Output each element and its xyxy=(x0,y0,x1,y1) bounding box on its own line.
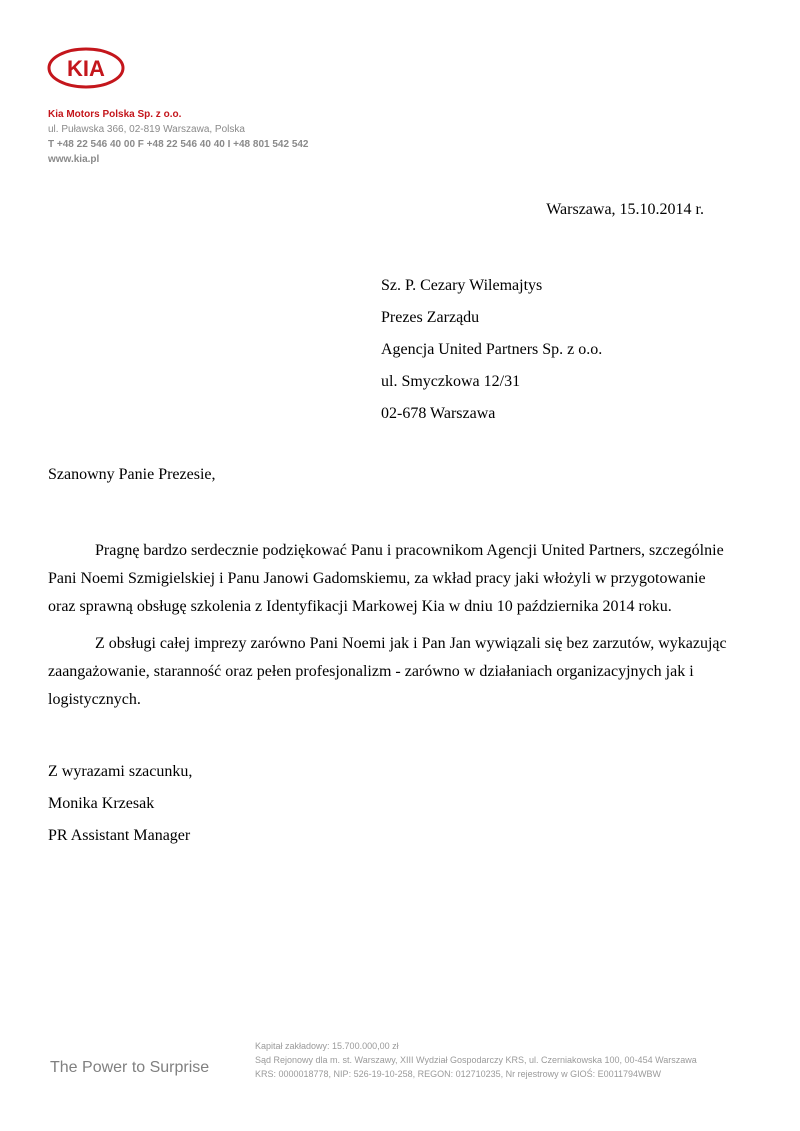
closing-block xyxy=(48,756,192,852)
footer-line: Kapitał zakładowy: 15.700.000,00 zł xyxy=(255,1041,399,1051)
paragraph-line: logistycznych. xyxy=(48,691,141,708)
company-info xyxy=(48,107,309,167)
recipient-address xyxy=(381,270,602,430)
signer-name: Monika Krzesak xyxy=(48,795,155,812)
paragraph-line: Pani Noemi Szmigielskiej i Panu Janowi Gadomskiemu, za wkład pracy jaki włożyli w przygotowanie xyxy=(48,570,706,587)
company-website: www.kia.pl xyxy=(48,154,100,165)
recipient-line: 02-678 Warszawa xyxy=(381,405,496,422)
footer-line: KRS: 0000018778, NIP: 526-19-10-258, REGON: 012710235, Nr rejestrowy w GIOŚ: E0011794WBW xyxy=(255,1069,662,1079)
paragraph-line: zaangażowanie, staranność oraz pełen profesjonalizm - zarówno w działaniach organizacyjnych jak i xyxy=(48,663,694,680)
salutation: Szanowny Panie Prezesie, xyxy=(48,466,216,483)
recipient-line: Agencja United Partners Sp. z o.o. xyxy=(381,341,603,358)
footer-line: Sąd Rejonowy dla m. st. Warszawy, XIII Wydział Gospodarczy KRS, ul. Czerniakowska 100, 00-454 Warszawa xyxy=(255,1055,697,1065)
paragraph xyxy=(48,630,738,714)
letter-body xyxy=(48,537,738,723)
place-date: Warszawa, 15.10.2014 r. xyxy=(546,201,704,218)
paragraph-line: oraz sprawną obsługę szkolenia z Identyfikacji Markowej Kia w dniu 10 października 2014 roku. xyxy=(48,598,672,615)
svg-text:KIA: KIA xyxy=(67,56,105,81)
company-address: ul. Puławska 366, 02-819 Warszawa, Polska xyxy=(48,124,245,135)
closing-phrase: Z wyrazami szacunku, xyxy=(48,763,193,780)
recipient-line: Prezes Zarządu xyxy=(381,309,480,326)
paragraph xyxy=(48,537,738,621)
paragraph-line: Pragnę bardzo serdecznie podziękować Panu i pracownikom Agencji United Partners, szczególnie xyxy=(95,542,724,559)
signer-title: PR Assistant Manager xyxy=(48,827,191,844)
company-name: Kia Motors Polska Sp. z o.o. xyxy=(48,109,182,120)
paragraph-line: Z obsługi całej imprezy zarówno Pani Noemi jak i Pan Jan wywiązali się bez zarzutów, wykazując xyxy=(95,635,727,652)
recipient-line: Sz. P. Cezary Wilemajtys xyxy=(381,277,543,294)
footer-legal-info xyxy=(255,1039,697,1081)
recipient-line: ul. Smyczkowa 12/31 xyxy=(381,373,521,390)
brand-tagline: The Power to Surprise xyxy=(50,1059,210,1076)
kia-logo-icon xyxy=(47,47,125,89)
company-phones: T +48 22 546 40 00 F +48 22 546 40 40 I +48 801 542 542 xyxy=(48,139,309,150)
